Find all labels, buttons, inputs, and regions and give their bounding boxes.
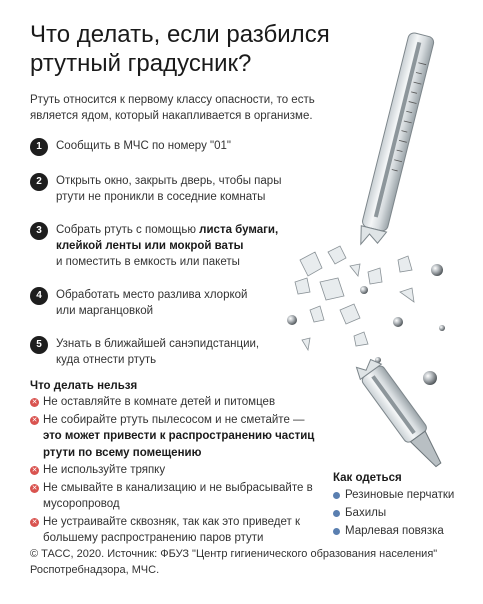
forbidden-item-text: Не смывайте в канализацию и не выбрасывайте в мусоропровод <box>43 481 313 510</box>
step-text-1: Сообщить в МЧС по номеру "01" <box>56 140 231 152</box>
forbidden-item <box>30 462 320 479</box>
forbidden-item-text: Не устраивайте сквозняк, так как это приведет к большему распространению паров ртути <box>43 515 300 544</box>
forbidden-heading: Что делать нельзя <box>30 380 138 392</box>
step-5-line-2: куда отнести ртуть <box>56 354 157 366</box>
dot-icon <box>333 492 340 499</box>
lead-text: Ртуть относится к первому классу опасности, то есть является ядом, который накапливается в организме. <box>30 94 315 122</box>
forbidden-item <box>30 514 320 547</box>
step-2 <box>30 173 290 205</box>
x-circle-icon: ✕ <box>31 399 38 406</box>
step-number-3: 3 <box>30 222 48 240</box>
x-circle-icon: ✕ <box>31 484 38 492</box>
forbidden-item-text <box>43 412 320 462</box>
dress-item <box>333 523 483 539</box>
dress-heading: Как одеться <box>333 472 402 484</box>
step-4-line-2: или марганцовкой <box>56 305 154 317</box>
dot-icon <box>333 528 340 535</box>
forbidden-item-pre: Не собирайте ртуть пылесосом и не сметайте — <box>43 413 305 426</box>
step-number-1: 1 <box>30 138 48 156</box>
dot-icon <box>333 510 340 517</box>
forbidden-item <box>30 480 320 513</box>
steps-list <box>30 138 290 385</box>
step-3 <box>30 222 290 270</box>
source-footer: © ТАСС, 2020. Источник: ФБУЗ "Центр гигиенического образования населения" Роспотребнадзора, МЧС. <box>30 548 438 576</box>
step-3-bold-1: листа бумаги, <box>199 224 279 236</box>
forbidden-item-text: Не используйте тряпку <box>43 464 166 476</box>
step-2-line-2: ртути не проникли в соседние комнаты <box>56 191 266 203</box>
broken-thermometer-illustration <box>280 20 480 480</box>
dress-list <box>333 472 483 541</box>
thermometer-lower-piece <box>353 354 449 472</box>
step-4-line-1: Обработать место разлива хлоркой <box>56 289 248 301</box>
step-3-pre: Собрать ртуть с помощью <box>56 224 200 236</box>
forbidden-list <box>30 380 320 548</box>
mercury-drops <box>287 264 445 385</box>
dress-item-text: Бахилы <box>345 507 387 519</box>
thermometer-upper-piece <box>357 32 435 250</box>
x-circle-icon: ✕ <box>31 467 38 474</box>
forbidden-item-text: Не оставляйте в комнате детей и питомцев <box>43 396 276 408</box>
title-line-1: Что делать, если разбился <box>30 21 330 48</box>
forbidden-item <box>30 394 320 411</box>
glass-shards <box>295 246 414 350</box>
dress-item-text: Резиновые перчатки <box>345 489 455 501</box>
step-text-5 <box>56 336 259 368</box>
x-circle-icon: ✕ <box>31 416 38 424</box>
forbidden-item-bold: это может привести к распространению частиц ртути по всему помещению <box>43 430 315 459</box>
step-number-2: 2 <box>30 173 48 191</box>
step-text-3 <box>56 222 278 270</box>
dress-item <box>333 487 483 503</box>
dress-item-text: Марлевая повязка <box>345 525 444 537</box>
step-text-2 <box>56 173 281 205</box>
dress-item <box>333 505 483 521</box>
step-1 <box>30 138 290 156</box>
step-2-line-1: Открыть окно, закрыть дверь, чтобы пары <box>56 175 282 187</box>
forbidden-item <box>30 412 320 462</box>
step-4 <box>30 287 290 319</box>
step-3-post: и поместить в емкость или пакеты <box>56 256 240 268</box>
step-3-bold-2: клейкой ленты или мокрой ваты <box>56 240 244 252</box>
step-5 <box>30 336 290 368</box>
step-number-4: 4 <box>30 287 48 305</box>
step-5-line-1: Узнать в ближайшей санэпидстанции, <box>56 338 260 350</box>
title-line-2: ртутный градусник? <box>30 50 252 77</box>
x-circle-icon: ✕ <box>31 518 38 526</box>
step-number-5: 5 <box>30 336 48 354</box>
step-text-4 <box>56 287 247 319</box>
